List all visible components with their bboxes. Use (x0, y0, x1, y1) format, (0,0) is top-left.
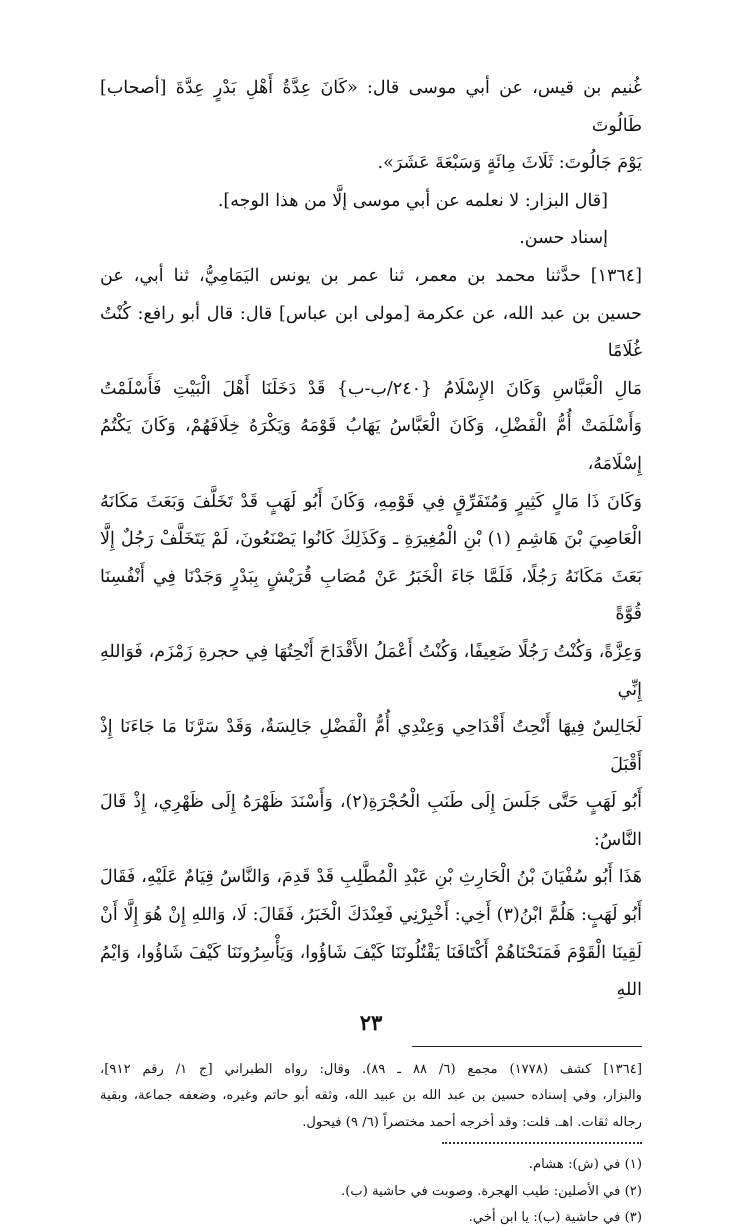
text-line: الْعَاصِيَ بْنَ هَاشِمِ (١) بْنِ الْمُغِيرَةِ ـ وَكَذَلِكَ كَانُوا يَصْنَعُونَ، لَمْ يَتَخَلَّفْ رَجُلٌ إِلَّا (100, 529, 642, 550)
bazzar-note: [قال البزار: لا نعلمه عن أبي موسى إلَّا من هذا الوجه]. (217, 190, 608, 211)
footnote: (١) في (ش): هشام. (528, 1157, 642, 1173)
text-line: غُنيم بن قيس، عن أبي موسى قال: «كَانَ عِدَّةُ أَهْلِ بَدْرٍ عِدَّةَ [أصحاب] طَالُوتَ (100, 78, 642, 136)
text-line: لَجَالِسٌ فِيهَا أَنْحِتُ أَقْدَاحِي وَعِنْدِي أُمُّ الْفَضْلِ جَالِسَةٌ، وَقَدْ سَرَّنَا مَا جَاءَنَا إِذْ أَقْبَلَ (100, 717, 642, 775)
text-line: هَذَا أَبُو سُفْيَانَ بْنُ الْحَارِثِ بْنِ عَبْدِ الْمُطَّلِبِ قَدْ قَدِمَ، وَالنَّاسُ قِيَامٌ عَلَيْهِ، فَقَالَ (100, 867, 642, 888)
takhrij-line: والبزار، وفي إسناده حسين بن عبد الله بن عبيد الله، وثقه أبو حاتم وغيره، وضعفه جماعة، وبقية (100, 1088, 642, 1104)
text-line: يَوْمَ جَالُوتَ: ثَلَاثَ مِائَةٍ وَسَبْعَةَ عَشَرَ». (377, 153, 642, 174)
footnote: (٢) في الأصلين: طيب الهجرة. وصوبت في حاشية (ب). (341, 1183, 642, 1199)
text-line: وَعِزَّةً، وَكُنْتُ رَجُلًا ضَعِيفًا، وَكُنْتُ أَعْمَلُ الأَقْدَاحَ أَنْحِتُهَا فِي حجرةِ زَمْزَم، فَوَاللهِ إِنِّي (100, 641, 642, 700)
text-line: حسين بن عبد الله، عن عكرمة [مولى ابن عباس] قال: قال أبو رافع: كُنْتُ غُلَامًا (100, 303, 642, 362)
main-text (100, 70, 642, 1010)
text-line: مَالِ الْعَبَّاسِ وَكَانَ الإِسْلَامُ {٢٤٠/ب-ب} قَدْ دَخَلَنَا أَهْلَ الْبَيْتِ فَأَسْلَمْتُ (100, 378, 642, 399)
text-line: لَقِينَا الْقَوْمَ فَمَنَحْنَاهُمْ أَكْتَافَنَا يَقْتُلُونَنَا كَيْفَ شَاؤُوا، وَيَأْسِرُونَنَا كَيْفَ شَاؤُوا، وَايْمُ اللهِ (100, 942, 642, 1001)
text-line: بَعَثَ مَكَانَهُ رَجُلًا، فَلَمَّا جَاءَ الْخَبَرُ عَنْ مُصَابِ قُرَيْشٍ بِبَدْرٍ وَجَدْنَا فِي أَنْفُسِنَا قُوَّةً (100, 566, 642, 625)
footnotes (100, 1152, 642, 1232)
takhrij-notes (100, 1057, 642, 1137)
footnote-divider (412, 1046, 642, 1047)
text-line: وَأَسْلَمَتْ أُمُّ الْفَضْلِ، وَكَانَ الْعَبَّاسُ يَهَابُ قَوْمَهُ وَيَكْرَهُ خِلَافَهُمْ، وَكَانَ يَكْتُمُ إِسْلَامَهُ، (100, 416, 642, 474)
dotted-divider (442, 1142, 642, 1144)
text-line: أَبُو لَهَبٍ حَتَّى جَلَسَ إِلَى طَنَبِ الْحُجْرَةِ(٢)، وَأَسْنَدَ ظَهْرَهُ إِلَى ظَهْرِي، إِذْ قَالَ النَّاسُ: (100, 792, 642, 850)
page-number: ٢٣ (359, 1010, 383, 1035)
text-line: وَكَانَ ذَا مَالٍ كَثِيرٍ وَمُتَفَرِّقٍ فِي قَوْمِهِ، وَكَانَ أَبُو لَهَبٍ قَدْ تَخَلَّفَ وَبَعَثَ مَكَانَهُ (100, 491, 642, 512)
footnote: (٣) في حاشية (ب): يا ابن أخي. (468, 1210, 642, 1226)
hadith-heading-line: [١٣٦٤] حدَّثنا محمد بن معمر، ثنا عمر بن يونس اليَمَامِيُّ، ثنا أبي، عن (100, 265, 642, 286)
grading-note: إسناد حسن. (519, 228, 608, 249)
text-line: أَبُو لَهَبٍ: هَلُمَّ ابْنُ(٣) أَخِي: أَخْبِرْنِي فَعِنْدَكَ الْخَبَرُ، فَقَالَ: لَا، وَاللهِ إِنْ هُوَ إِلَّا أَنْ (100, 905, 642, 926)
takhrij-line: [١٣٦٤] كشف (١٧٧٨) مجمع (٦/ ٨٨ ـ ٨٩). وقال: رواه الطبراني [ج ١/ رقم ٩١٢]، (100, 1061, 643, 1077)
takhrij-line: رجاله ثقات. اهـ. قلت: وقد أخرجه أحمد مختصراً (٦/ ٩) فيحول. (302, 1114, 642, 1130)
